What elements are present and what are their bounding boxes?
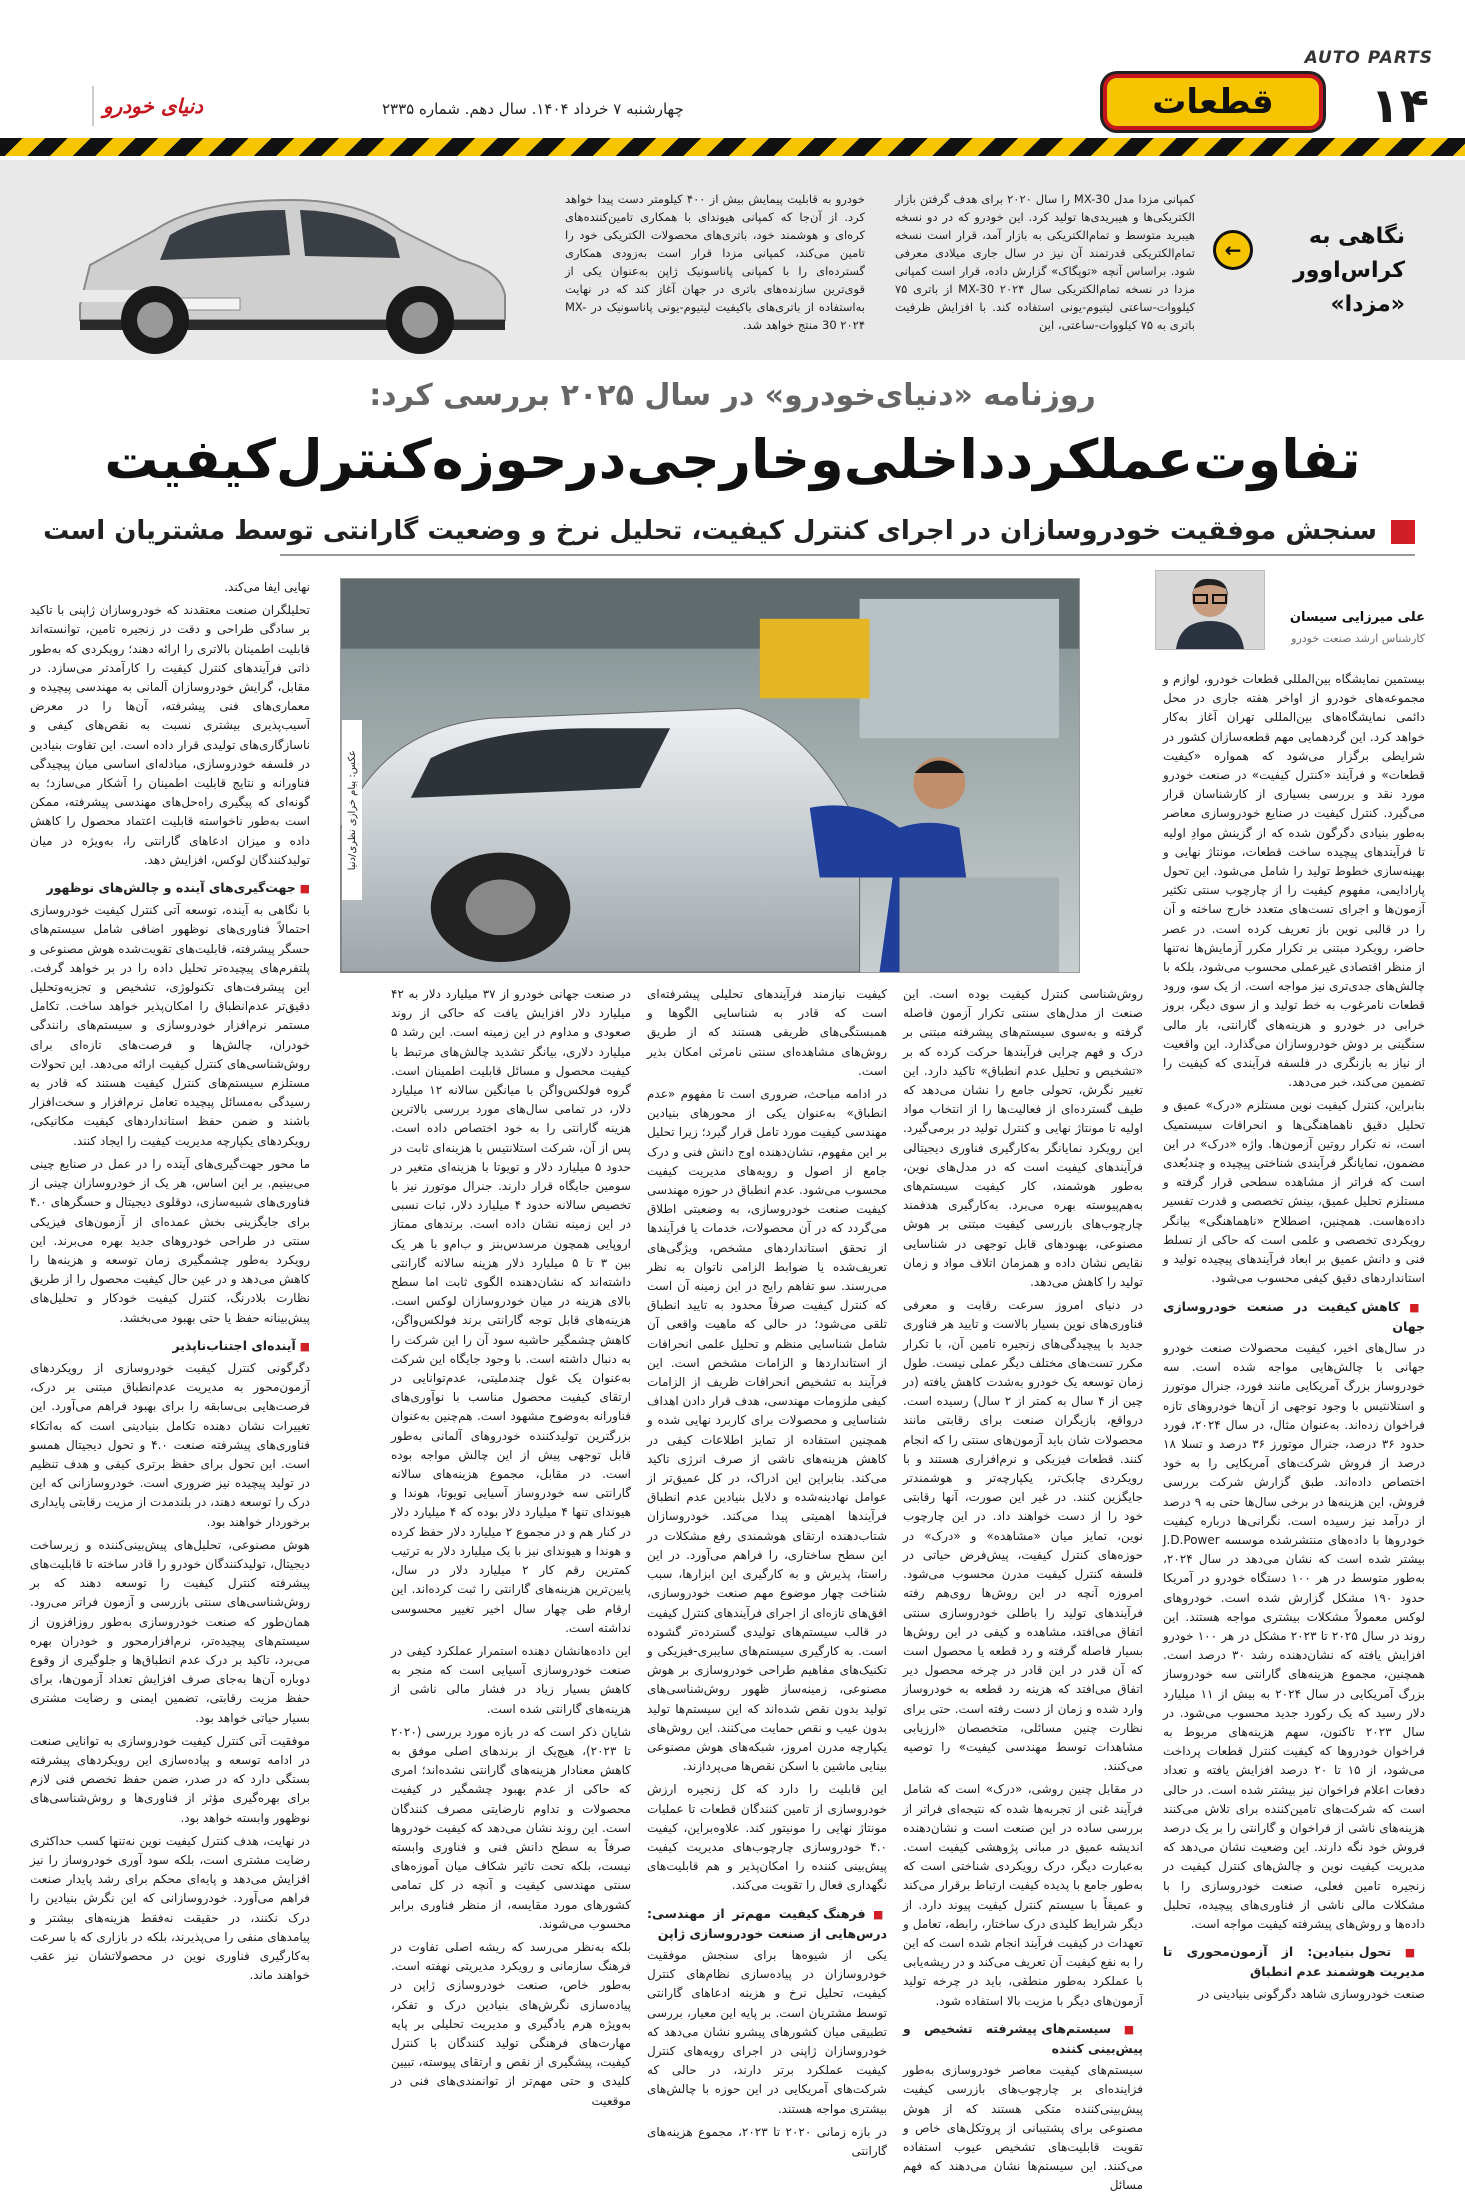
paragraph: کیفیت نیازمند فرآیندهای تحلیلی پیشرفته‌ای است که قادر به شناسایی الگوها و همبستگی‌های ظریفی هستند که از طریق روش‌های مشاهده‌ای سنتی نامرئی امکان بذیر است.: [647, 987, 887, 1078]
paragraph: بیستمین نمایشگاه بین‌المللی قطعات خودرو، لوازم و مجموعه‌های خودرو از اواخر هفته جاری در محل دائمی نمایشگاه‌های بین‌المللی تهران آغاز به‌کار خواهد کرد. این گردهمایی مهم قطعه‌سازان کشور در شرایطی برگزار می‌شود که همواره «کیفیت قطعات» و فرآیند «کنترل کیفیت» در صنعت خودرو مورد نقد و بررسی بسیاری از کارشناسان قرار می‌گیرد. کنترل کیفیت در صنایع خودروسازی معاصر به‌طور بنیادی دگرگون شده که از گزینش موادِ اولیه تا فرآیندهای پیچیده ساخت قطعات، مونتاژ نهایی و بهینه‌سازی خطوط تولید را شامل می‌شود. این تحول پارادایمی، مفهوم کیفیت را از چارچوب سنتی تکثیر آزمون‌ها و اجرای تست‌های متعدد خارج ساخته و آن را در قالبی نوین باز تعریف کرده است. در عصر حاضر، رویکرد مبتنی بر تکرار مکرر آزمایش‌ها نه‌تنها از منظر اقتصادی غیرعملی محسوب می‌شود، بلکه با چالش‌های جدی‌تری نیز مواجه است. از یک سو، ورود قطعات نامرغوب به خط تولید و از سوی دیگر، بروز خرابی در خودرو و هزینه‌های گارانتی، بار مالی سنگینی بر دوش خودروسازان می‌گذارد. این واقعیت از نیاز به بازنگری در فلسفه فرآیندی که کیفیت را تضمین می‌کند، خبر می‌دهد.: [1163, 672, 1425, 1090]
paragraph: هوش مصنوعی، تحلیل‌های پیش‌بینی‌کننده و زیرساخت دیجیتال، تولیدکنندگان خودرو را قادر ساخته تا قابلیت‌های پیشرفته کنترل کیفیت را توسعه دهند که بر روش‌شناسی‌های سنتی بازرسی و آزمون فراتر می‌رود. همان‌طور که صنعت خودروسازی به‌طور روزافزون از سیستم‌های پیچیده‌تر، نرم‌افزارمحور و خودران بهره می‌برد، تاکید بر درک عدم انطباق‌ها و جلوگیری از وقوع دوباره آن‌ها به‌جای صرف افزایش تعداد آزمون‌ها، برای حفظ مزیت رقابتی، تضمین ایمنی و رضایت مشتری بسیار حیاتی خواهد بود.: [30, 1537, 310, 1725]
hazard-stripe: [0, 138, 1465, 156]
paragraph: صنعت خودروسازی شاهد دگرگونی بنیادینی در: [1198, 1986, 1425, 2001]
arrow-left-icon[interactable]: ←: [1213, 230, 1253, 270]
section-heading: ■ تحول بنیادین: از آزمون‌محوری تا مدیریت هوشمند عدم انطباق: [1163, 1942, 1425, 1981]
paragraph: نهایی ایفا می‌کند.: [224, 580, 310, 594]
section-heading: ■ کاهش کیفیت در صنعت خودروسازی جهان: [1163, 1297, 1425, 1336]
paragraph: در نهایت، هدف کنترل کیفیت نوین نه‌تنها کسب حداکثری رضایت مشتری است، بلکه سود آوری خودروساز را نیز افزایش می‌دهد و پایه‌ای محکم برای رشد پایدار صنعت فراهم می‌آورد. خودروسازانی که این نگرش بنیادین را درک نکنند، در حقیقت نه‌فقط هزینه‌های بیشتر و پیامدهای منفی را می‌پذیرند، بلکه در بازاری که با سرعت به‌کارگیری فناوری نوین در محصولاتشان نیز عقب خواهند ماند.: [30, 1833, 310, 1983]
paragraph: تحلیلگران صنعت معتقدند که خودروسازان ژاپنی با تاکید بر سادگی طراحی و دقت در زنجیره تامین، توانسته‌اند قابلیت اطمینان بالاتری را ارائه دهند؛ رویکردی که به‌طور ذاتی فرآیندهای کنترل کیفیت را کارآمدتر می‌سازد. در مقابل، گرایش خودروسازان آلمانی به مهندسی پیچیده و معماری‌های فنی پیشرفته، آن‌ها را در معرض آسیب‌پذیری بیشتری نسبت به نقص‌های کیفی و ناسازگاری‌های تولیدی قرار داده است. این تفاوت بنیادین در فلسفه خودروسازی، مبادله‌ای اساسی میان پیچیدگی فناورانه و نتایج قابلیت اطمینان را آشکار می‌سازد؛ به گونه‌ای که پیگیری راه‌حل‌های مهندسی پیشرفته، ممکن است به‌طور ناخواسته قابلیت اعتماد محصول را کاهش داده و میزان ادعاهای گارانتی را، به‌ویژه در میان تولیدکنندگان لوکس، افزایش دهد.: [30, 603, 310, 867]
section-heading: ■ سیستم‌های پیشرفته تشخیص و پیش‌بینی کننده: [903, 2019, 1143, 2058]
article-photo: [340, 578, 1080, 973]
paragraph: بنابراین، کنترل کیفیت نوین مستلزم «درک» عمیق و تحلیل دقیق ناهماهنگی‌ها و انحرافات سیستمیک است، نه تکرار روتین آزمون‌ها. واژه «درک» در این مضمون، نمایانگر فرآیندی شناختی پیچیده و چندبُعدی است که فراتر از مشاهده سطحی قرار گرفته و مستلزم تحلیل عمیق، بینش تخصصی و قدرت تفسیر داده‌هاست. همچنین، اصطلاح «ناهماهنگی» بیانگر رویکردی تخصصی و علمی است که حاکی از تسلط فنی و دانش عمیق بر ابعاد فرآیندهای پیچیده تولید و استانداردهای دقیق کیفی محسوب می‌شود.: [1163, 1098, 1425, 1286]
section-title: قطعات: [1152, 82, 1274, 122]
paragraph: دگرگونی کنترل کیفیت خودروسازی از رویکردهای آزمون‌محور به مدیریت عدم‌انطباق مبتنی بر درک، فرصت‌هایی بی‌سابقه را برای بهبود فراهم می‌آورد. این تغییرات نشان دهنده تکامل بنیادینی است که به‌اتکاء فناوری‌های پیشرفته صنعت ۴.۰ و تحول دیجیتال همسو است. این تحول برای حفظ برتری کیفی و هدف تنظیم در تولید پیچیده نیز ضروری است. خودروسازانی که این درک را توسعه دهند، در بلندمدت از مزیت رقابتی پایداری برخوردار خواهند بود.: [30, 1360, 311, 1529]
paragraph: شایان ذکر است که در بازه مورد بررسی (۲۰۲۰ تا ۲۰۲۳)، هیچ‌یک از برندهای اصلی موفق به کاهش معنادار هزینه‌های گارانتی نشده‌اند؛ امری که حاکی از عدم بهبود چشمگیر در کیفیت محصولات و تداوم نارضایتی مصرف کنندگان است. این روند نشان می‌دهد که کیفیت خودروها صرفاً به سطح دانش فنی و فناوری وابسته نیست، بلکه تحت تاثیر شکاف میان آموزه‌های سنتی مهندسی کیفیت و آنچه در کل تمامی کشورهای مورد مقایسه، از منظر فناوری برابر محسوب می‌شوند.: [391, 1724, 632, 1931]
article-subhead: [43, 516, 1415, 556]
section-tag: AUTO PARTS: [1304, 48, 1433, 68]
car-image: [60, 170, 520, 360]
section-badge: [1103, 74, 1323, 130]
paragraph: با نگاهی به آینده، توسعه آتی کنترل کیفیت خودروسازی احتمالاً فناوری‌های نوظهور اضافی شامل سیستم‌های حسگر پیشرفته، قابلیت‌های تقویت‌شده هوش مصنوعی و پلتفرم‌های پیچیده‌تر تحلیل داده را در بر خواهد گرفت. این پیشرفت‌های تکنولوژی، تشخیص و تجزیه‌وتحلیل دقیق‌تر عدم‌انطباق را امکان‌پذیر خواهد ساخت. تکامل مستمر نرم‌افزار خودروسازی و سیستم‌های رانندگی خودران، چالش‌ها و فرصت‌های تازه‌ای برای روش‌شناسی‌های کنترل کیفیت ارائه می‌دهد. این تحولات مستلزم سیستم‌های کنترل کیفیت هستند که قادر به رسیدگی به‌مسائل پیچیده تعامل نرم‌افزار و سخت‌افزار باشند و ضمن حفظ استانداردهای کیفیت مکانیکی، رویکردهای یکپارچه مدیریت کیفیت را ایجاد کنند.: [30, 903, 310, 1148]
teaser-text-2: خودرو به قابلیت پیمایش بیش از ۴۰۰ کیلومتر دست پیدا خواهد کرد. از آن‌جا که کمپانی هیوندای با همکاری تامین‌کننده‌های کره‌ای و هوشمند خود، باتری‌های محصولات الکتریکی خود را تامین می‌کند، کمپانی مزدا قرار است به‌زودی همکاری گسترده‌ای را با کمپانی پاناسونیک ژاپن به‌عنوان یکی از قوی‌ترین سازنده‌های باتری در جهان آغاز کند که در نهایت به‌استفاده از باتری‌های باکیفیت لیتیوم-یونی پاناسونیک در MX-30 ۲۰۲۴ منتج خواهد شد.: [565, 192, 865, 332]
article-kicker: روزنامه «دنیای‌خودرو» در سال ۲۰۲۵ بررسی کرد:: [369, 378, 1096, 413]
paragraph: ما محور جهت‌گیری‌های آینده را در عمل در صنایع چینی می‌بینیم. بر این اساس، هر یک از خودروسازان چینی از فناوری‌های شبیه‌سازی، دوقلوی دیجیتال و حسگرهای ۴.۰ برای جایگزینی بخش عمده‌ای از آزمون‌های فیزیکی سنتی در طراحی خودروهای جدید بهره می‌برند. این رویکرد به‌طور چشمگیری زمان توسعه و هزینه‌ها را کاهش می‌دهد و در عین حال کیفیت محصول را از طریق نظارت بلادرنگ، کنترل کیفیت خودکار و تحلیل‌های پیش‌بینانه حفظ یا حتی بهبود می‌بخشد.: [30, 1156, 310, 1325]
article-headline: تفاوت‌عملکرد‌داخلی‌و‌خارجی‌در‌حوزه‌کنترل‌کیفیت: [104, 428, 1361, 491]
paragraph: بلکه به‌نظر می‌رسد که ریشه اصلی تفاوت در فرهنگ سازمانی و رویکرد مدیریتی نهفته است. به‌طور خاص، صنعت خودروسازی ژاپن در پیاده‌سازی نگرش‌های بنیادین درک و تفکر، به‌ویژه هرم یادگیری و مدیریت تحلیلی بر پایه مهارت‌های فرهنگی تولید کنندگان با کنترل کیفیت، پیشگیری از نقص و ارتقای پیوسته، تبیین کلیدی و حتی مهم‌تر از توانمندی‌های فنی در موقعیت: [391, 1939, 631, 2108]
paragraph: در بازه زمانی ۲۰۲۰ تا ۲۰۲۳، مجموع هزینه‌های گارانتی: [647, 2124, 888, 2158]
newspaper-logo: [92, 86, 212, 126]
article-column-5: [30, 578, 310, 2010]
photo-credit-text: عکس: پیام خرازی نظری/دنیا: [346, 749, 358, 871]
paragraph: این قابلیت را دارد که کل زنجیره ارزش خودروسازی از تامین کنندگان قطعات تا عملیات مونتاژ نهایی را مونیتور کند. علاوه‌براین، کیفیت ۴.۰ خودروسازی چارچوب‌های مدیریت کیفیت پیش‌بینی کننده را امکان‌پذیر و هم قابلیت‌های نگهداری فعال را تقویت می‌کند.: [647, 1782, 887, 1893]
teaser-text-1: کمپانی مزدا مدل MX-30 را سال ۲۰۲۰ برای هدف گرفتن بازار الکتریکی‌ها و هیبریدی‌ها تولید کرد. این خودرو که در دو نسخه هیبرید متوسط و تمام‌الکتریکی به بازار آمد، قرار است نسخه تمام‌الکتریکی قدرتمند آن نیز در سال جاری میلادی معرفی شود. براساس آنچه «توپگاک» گزارش داده، قرار است کمپانی مزدا در نسخه تمام‌الکتریکی سال ۲۰۲۴ MX-30 از باتری ۷۵ کیلووات-ساعتی لیتیوم-یونی استفاده کند. با افزایش ظرفیت باتری به ۷۵ کیلووات-ساعتی، این: [895, 192, 1196, 332]
section-heading: ■ جهت‌گیری‌های آینده و چالش‌های نوظهور: [30, 878, 310, 898]
paragraph: در ادامه مباحث، ضروری است تا مفهوم «عدم انطباق» به‌عنوان یکی از محورهای بنیادین مهندسی کیفیت مورد تامل قرار گیرد؛ زیرا تحلیل بر این مفهوم، نشان‌دهنده اوج دانش فنی و درک جامع از اصول و رویه‌های مدیریت کیفیت محسوب می‌شود. عدم انطباق در حوزه مهندسی کیفیت صنعت خودروسازی، به وضعیتی اطلاق می‌گردد که در آن محصولات، خدمات یا فرآیندها از تحقق استانداردهای مشخص، ویژگی‌های تعریف‌شده یا ضوابط الزامی ناتوان به نظر می‌رسند. سو تفاهم رایج در این زمینه آن است که کنترل کیفیت صرفاً محدود به تایید انطباق تلقی می‌شود؛ در حالی که ماهیت واقعی آن شامل شناسایی منظم و تحلیل علمی انحرافات از استانداردها و الزامات مشخص است. این فرآیند به تشخیص انحرافات ظریف از الزامات کیفی ملزومات مهندسی، هدف قرار دادن اهداف شناسایی و محصولات برای کاربرد نهایی شده و همچنین استفاده از تمایز اطلاعات کیفی در کاهش هزینه‌های ناشی از صرف انرژی تاکید می‌کند. بنابراین این ادراک، در کل عمیق‌تر از عوامل نهادینه‌شده و دلایل بنیادین عدم انطباق فرآیند‌ها اهمیتی پیدا می‌کند. خودروسازان شتاب‌دهنده ارتقای هوشمندی رفع مشکلات در این سطح ساختاری، را فراهم می‌آورد. در این راستا، پذیرش و به کارگیری این ابزارها، سبب شناخت چهار موضوع مهم صنعت خودروسازی، افق‌های تازه‌ای از اجرای فرآیندهای کنترل کیفیت در قالب سیستم‌های تولیدی گسترده‌تر گشوده است. به کارگیری سیستم‌های سایبری-فیزیکی و تکنیک‌های مفاهیم طراحی خودروسازی بر هوش مصنوعی، زمینه‌ساز ظهور روش‌شناسی‌های تولید بدون نقص شده‌اند که این سیستم‌ها تولید بدون عیب و نقص حمایت می‌کنند. این روش‌های یکپارچه مدرن امروز، شبکه‌های هوش مصنوعی بینایی ماشین با اسکن نقص‌ها می‌پردازند.: [647, 1087, 887, 1774]
page-header: [72, 72, 1443, 142]
page-number: ۱۴: [1370, 78, 1429, 134]
subhead-text: سنجش موفقیت خودروسازان در اجرای کنترل کیفیت، تحلیل نرخ و وضعیت گارانتی توسط مشتریان است: [43, 516, 1377, 546]
section-heading: ■ فرهنگ کیفیت مهم‌تر از مهندسی: درس‌هایی از صنعت خودروسازی ژاپن: [647, 1904, 887, 1943]
paragraph: روش‌شناسی کنترل کیفیت بوده است. این صنعت از مدل‌های سنتی تکرار آزمون فاصله گرفته و به‌سوی سیستم‌های پیشرفته مبتنی بر درک و فهم چرایی فرآیندها حرکت کرده که بر «تشخیص و تحلیل عدم انطباق» تاکید دارد. این تغییر نگرش، تحولی جامع را نشان می‌دهد که طیف گسترده‌ای از فعالیت‌ها را از انتخاب مواد اولیه تا مونتاژ نهایی و کنترل تولید در برمی‌گیرد. این رویکرد نمایانگر به‌کارگیری فناوری دیجیتالی فرآیندهای کیفیت است که در مدل‌های نوین، به‌طور هوشمند، کار کیفیت سیستم‌های به‌هم‌پیوسته بهره می‌برد. به‌کارگیری هدفمند چارچوب‌های بازرسی کیفیت مبتنی بر هوش مصنوعی، بهبودهای قابل توجهی در شناسایی نقایص نشان داده و همزمان اتلاف مواد و زمان تولید را کاهش می‌دهد.: [903, 987, 1143, 1290]
article-column-3: [647, 985, 888, 2158]
author-name: علی میرزایی سیسان: [1289, 610, 1425, 625]
paragraph: موفقیت آتی کنترل کیفیت خودروسازی به توانایی صنعت در ادامه توسعه و پیاده‌سازی این رویکردهای پیشرفته بستگی دارد که در صدر، ضمن حفظ تخصص فنی لازم برای بهره‌گیری مؤثر از فناوری‌ها و روش‌شناسی‌های نوظهور وابسته خواهد بود.: [30, 1733, 310, 1825]
paragraph: در مقابل چنین روشی، «درک» است که شامل فرآیند غنی از تجربه‌ها شده که نتیجه‌ای فراتر از بررسی ساده در این صنعت است و نشان‌دهنده اندیشه عمیق در مبانی پژوهشی کیفیت است. به‌عبارت دیگر، درک رویکردی شناختی است که به‌طور جامع با پدیده کیفیت ارتباط برقرار می‌کند و عمیقاً با سیستم کنترل کیفیت پیوند دارد. از دیگر شرایط کلیدی درک ساختار، رابطه، تعامل و تعهدات در کیفیت فرآیند انجام شده است که این را به نفع کیفیت آن تعریف می‌کند و در ریشه‌یابی با عملکرد به‌طور منطقی، باید در چرخه تولید آزمون‌های دیگر با مزیت بالا استفاده شود.: [903, 1782, 1143, 2008]
author-role: کارشناس ارشد صنعت خودرو: [1291, 632, 1425, 645]
red-square-icon: [1391, 520, 1415, 544]
teaser-title[interactable]: نگاهی به کراس‌اوور «مزدا»: [1293, 224, 1405, 317]
paragraph: یکی از شیوه‌ها برای سنجش موفقیت خودروسازان در پیاده‌سازی نظام‌های کنترل کیفیت، تحلیل نرخ و هزینه ادعاهای گارانتی توسط مشتریان است. بر پایه این معیار، بررسی تطبیقی میان کشورهای پیشرو نشان می‌دهد که خودروسازان ژاپنی در اجرای رویه‌های کنترل کیفیت عملکرد برتر دارند، در حالی که شرکت‌های آمریکایی در این حوزه با چالش‌های بیشتری مواجه هستند.: [647, 1947, 887, 2116]
article-column-1: [1163, 670, 1425, 2010]
paragraph: در دنیای امروز سرعت رقابت و معرفی فناوری‌های نوین بسیار بالاست و تایید هر فناوری جدید با پیچیدگی‌های زنجیره تامین آن، با تکرار مکرر تست‌های مختلف دیگر عملی نیست. طول زمان توسعه یک خودرو به‌شدت کاهش یافته (در چین از ۴ سال به کمتر از ۲ سال) رسیده است. درواقع، بازیگران صنعت برای رقابتی مانند محصولات شان باید آزمون‌های سنتی را که انجام کنند. قطعات فیزیکی و نرم‌افزاری هستند و با رویکردی چابک‌تر، یکپارچه‌تر و هوشمندتر جایگزین کنند. در غیر این صورت، آنها رقابتی خود را از دست خواهند داد. در این چارچوب نوین، تمایز میان «مشاهده» و «درک» در حوزه‌های کنترل کیفیت، پیش‌فرض حیاتی در فلسفه کنترل کیفیت مدرن محسوب می‌شود. امروزه آنچه در این روش‌ها روی‌هم رفته فرآیندهای تولید را باطلی خودروسازی سنتی اتفاق می‌افتد، مشاهده و کیفی در این روش‌ها بسیار فاصله گرفته و رد قطعه یا محصول است که آن قدر در این قادر در چرخه محصول دیر اتفاق می‌افتد که هزینه رد قطعه به خودروساز وارد شده و زمان از دست رفته است. حتی برای نظارت چنین مسائلی، متخصصان «ارزیابی مشاهدات توسط مهندسی کیفیت» را توصیه می‌کنند.: [903, 1298, 1143, 1774]
paragraph: در صنعت جهانی خودرو از ۳۷ میلیارد دلار به ۴۲ میلیارد دلار افزایش یافت که حاکی از روند صعودی و مداوم در این زمینه است. این رشد ۵ میلیارد دلاری، بیانگر تشدید چالش‌های مرتبط با کیفیت محصول و مسائل قابلیت اطمینان است. گروه فولکس‌واگن با میانگین سالانه ۱۲ میلیارد دلار، در تمامی سال‌های مورد بررسی بالاترین هزینه گارانتی را به خود اختصاص داده است. پس از آن، شرکت استلانتیس با هزینه‌ای ثابت در حدود ۵ میلیارد دلار و تویوتا با هزینه‌ای متغیر در سومین جایگاه قرار دارند. جنرال موتورز نیز با تخصیص سالانه حدود ۴ میلیارد دلار، ثبات نسبی در این زمینه نشان داده است. برندهای ممتاز اروپایی همچون مرسدس‌بنز و ب‌ام‌و با هر یک بین ۳ تا ۵ میلیارد دلار هزینه سالانه گارانتی داشته‌اند که نشان‌دهنده الگوی ثابت اما سطح بالای هزینه در میان خودروسازان لوکس است. هزینه‌های قابل توجه گارانتی برند فولکس‌واگن، کاهش چشمگیر حاشیه سود آن را این شرکت را به دنبال داشته است. با وجود جایگاه این شرکت به‌عنوان یک غول چندملیتی، عدم‌توانایی در ارتقای کیفیت محصول مناسب با نوآوری‌های فناورانه به‌وضوح مشهود است. هم‌چنین به‌عنوان بزرگترین تولیدکننده خودروهای آلمانی به‌طور قابل توجهی پیش از این چالش مواجه بوده است. در مقابل، مجموع هزینه‌های سالانه گارانتی سه خودروساز آسیایی تویوتا، هوندا و هیوندای تنها ۴ میلیارد دلار بوده که ۴ میلیارد دلار در کنار هم و در مجموع ۲ میلیارد دلار حفظ کرده و هوندا و هیوندای نیز با یک میلیارد دلار به ترتیب کمترین رقم کار ۲ میلیارد دلار در سال، پایین‌ترین هزینه‌های گارانتی را ثبت کرده‌اند. این ارقام طی چهار سال اخیر تغییر محسوسی نداشته است.: [391, 987, 632, 1635]
paragraph: این داده‌هانشان دهنده استمرار عملکرد کیفی در صنعت خودروسازی آسیایی است که منجر به کاهش بسیار زیاد در فشار مالی ناشی از هزینه‌های گارانتی شده است.: [391, 1643, 631, 1716]
photo-credit: [342, 720, 362, 900]
article-column-2: [903, 985, 1143, 2193]
issue-line: چهارشنبه ۷ خرداد ۱۴۰۴. سال دهم. شماره ۲۳۳۵: [382, 100, 684, 118]
section-heading: ■ آینده‌ای اجتناب‌ناپذیر: [30, 1336, 310, 1356]
article-column-4: [391, 985, 632, 2108]
author-avatar: [1155, 570, 1265, 650]
paragraph: سیستم‌های کیفیت معاصر خودروسازی به‌طور فزاینده‌ای بر چارچوب‌های بازرسی کیفیت پیش‌بینی‌کننده متکی هستند که از هوش مصنوعی برای پشتیبانی از پروتکل‌های خاص و تقویت قابلیت‌های تشخیص عیوب استفاده می‌کنند. این سیستم‌ها نشان می‌دهند که فهم مسائل: [903, 2063, 1143, 2193]
paragraph: در سال‌های اخیر، کیفیت محصولات صنعت خودرو جهانی با چالش‌هایی مواجه شده است. سه خودروساز بزرگ آمریکایی مانند فورد، جنرال موتورز و استلانتیس با وجود توجهی از آن‌ها خودروهای تازه فراخوان زده‌اند. به‌عنوان مثال، در سال ۲۰۲۴، فورد حدود ۳۶ درصد، جنرال موتورز ۳۶ درصد و تسلا ۱۸ درصد از فروش شرکت‌های آمریکایی را به خود اختصاص داده‌اند. طبق گزارش شرکت بررسی فروش، این هزینه‌ها در برخی سال‌ها حتی به ۹ درصد از درآمد نیز رسیده است. نگرانی‌ها درباره کیفیت خودروها با داده‌های منتشرشده موسسه J.D.Power بیشتر شده است که نشان می‌دهد در سال ۲۰۲۴، به‌طور متوسط در هر ۱۰۰ دستگاه خودرو در آمریکا حدود ۱۹۰ مشکل گزارش شده است. خودروهای لوکس معمولاً مشکلات بیشتری مواجه هستند. این روند در سال ۲۰۲۵ تا ۲۰۲۳ مشکل در هر ۱۰۰ خودرو افزایش یافته که نشان‌دهنده رشد ۳۰ درصد است. همچنین، مجموع هزینه‌های گارانتی سه خودروساز بزرگ آمریکایی در سال ۲۰۲۴ به بیش از ۱۱ میلیارد دلار رسید که یک رکورد جدید محسوب می‌شود. در سال ۲۰۲۳ تاکنون، سهم هزینه‌های مربوط به فراخوان خودروها که کیفیت کنترل قطعات پرداخت می‌شود، از ۱۵ تا ۲۰ درصد افزایش یافته و تعداد دفعات اعلام فراخوان نیز بیشتر شده است. در حالی است که شرکت‌های تامین‌کننده برای تلاش می‌کنند هزینه‌های ناشی از فراخوان و گارانتی را بر یک درصد فروش خود نگه دارند. این وضعیت نشان می‌دهد که مدیریت کیفیت نوین و چالش‌های کنترل کیفیت در زنجیره تامین فعلی، صنعت خودروسازی را با مشکلات مالی ناشی از فناوری‌های پیچیده، تحلیل داده‌ها و روش‌های پیشرفته کیفیت مواجه است.: [1163, 1340, 1426, 1931]
logo-text: دنیای خودرو: [102, 94, 204, 118]
